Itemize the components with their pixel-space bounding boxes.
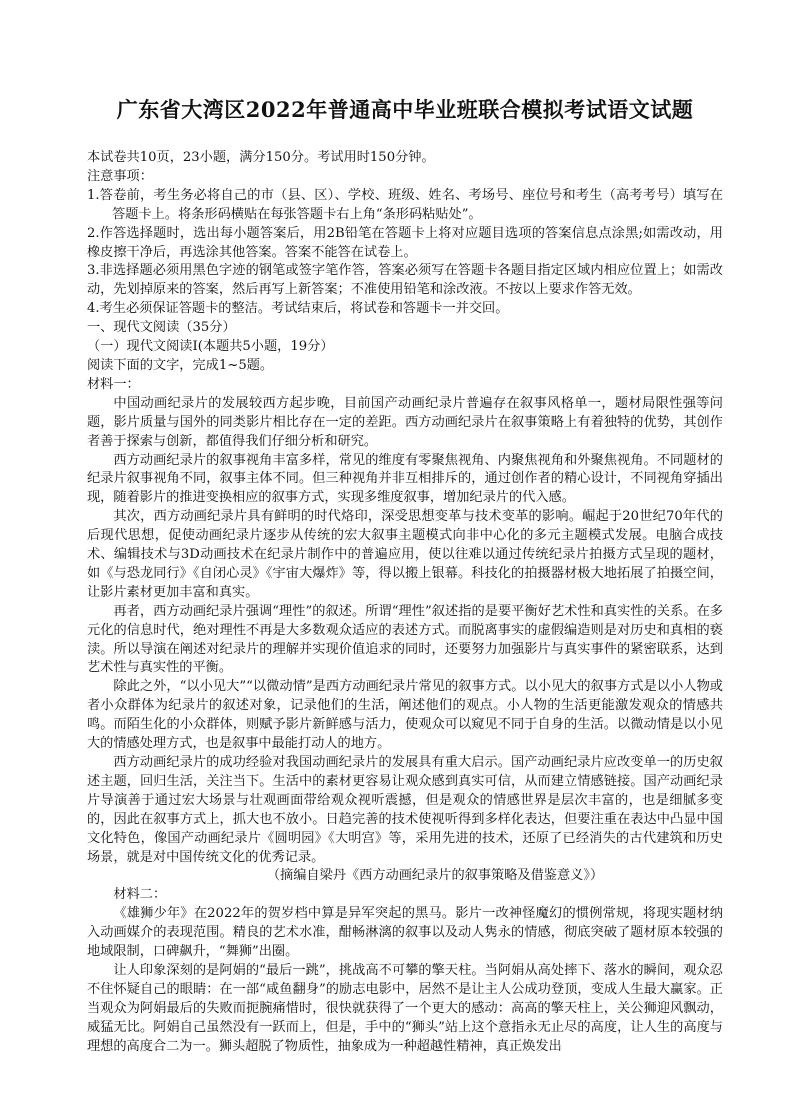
- notice-item: 2.作答选择题时，选出每小题答案后，用2B铅笔在答题卡上将对应题目选项的答案信息点涂黑;如需改动，用橡皮擦干净后，再选涂其他答案。答案不能答在试卷上。: [87, 225, 723, 260]
- notice-item: 3.非选择题必须用黑色字迹的钢笔或签字笔作答，答案必须写在答题卡各题目指定区域内相应位置上；如需改动，先划掉原来的答案，然后再写上新答案；不准使用铅笔和涂改液。不按以上要求作答无效。: [87, 263, 723, 298]
- reading-instruction: 阅读下面的文字，完成1~5题。: [87, 357, 274, 373]
- material-paragraph: 西方动画纪录片的叙事视角丰富多样，常见的维度有零聚焦视角、内聚焦视角和外聚焦视角。不同题材的纪录片叙事视角不同，叙事主体不同。但三种视角并非互相排斥的，通过创作者的精心设计，不同视角穿插出现，随着影片的推进变换相应的叙事方式，实现多维度叙事，增加纪录片的代入感。: [87, 452, 723, 506]
- material-paragraph: 让人印象深刻的是阿娟的“最后一跳”，挑战高不可攀的擎天柱。当阿娟从高处摔下、落水的瞬间，观众忍不住怀疑自己的眼睛：在一部“咸鱼翻身”的励志电影中，居然不是让主人公成功登顶，变成人生最大赢家。正当观众为阿娟最后的失败而扼腕痛惜时，很快就获得了一个更大的感动：高高的擎天柱上，关公狮迎风飘动，威猛无比。阿娟自己虽然没有一跃而上，但是，手中的“狮头”站上这个意指永无止尽的高度，让人生的高度与理想的高度合二为一。狮头超脱了物质性，抽象成为一种超越性精神，真正焕发出: [87, 962, 723, 1054]
- material-source: （摘编自梁丹《西方动画纪录片的叙事策略及借鉴意义》）: [266, 868, 604, 884]
- material-label: 材料二：: [113, 887, 167, 903]
- section-heading: 一、现代文阅读（35分）: [87, 320, 236, 336]
- exam-intro: 本试卷共10页，23小题，满分150分。考试用时150分钟。: [87, 150, 435, 165]
- notice-heading: 注意事项：: [87, 168, 153, 184]
- material-paragraph: 除此之外，“以小见大”“以微动情”是西方动画纪录片常见的叙事方式。以小见大的叙事方式是以小人物或者小众群体为纪录片的叙述对象，记录他们的生活，阐述他们的观点。小人物的生活更能激发观众的情感共鸣。而陌生化的小众群体，则赋予影片新鲜感与活力，使观众可以窥见不同于自身的生活。以微动情是以小见大的情感处理方式，也是叙事中最能打动人的地方。: [87, 679, 723, 752]
- material-paragraph: 再者，西方动画纪录片强调“理性”的叙述。所谓“理性”叙述指的是要平衡好艺术性和真实性的关系。在多元化的信息时代，绝对理性不再是大多数观众适应的表述方式。而脱离事实的虚假编造则是对历史和真相的亵渎。所以导演在阐述对纪录片的理解并实现价值追求的同时，还要努力加强影片与真实事件的紧密联系，达到艺术性与真实性的平衡。: [87, 603, 723, 676]
- notice-item: 4.考生必须保证答题卡的整洁。考试结束后，将试卷和答题卡一并交回。: [87, 301, 509, 317]
- material-paragraph: 西方动画纪录片的成功经验对我国动画纪录片的发展具有重大启示。国产动画纪录片应改变单一的历史叙述主题，回归生活，关注当下。生活中的素材更容易让观众感到真实可信，从而建立情感链接。国产动画纪录片导演善于通过宏大场景与壮观画面带给观众视听震撼，但是观众的情感世界是层次丰富的，也是细腻多变的，因此在叙事方式上，抓大也不放小。日趋完善的技术使视听得到多样化表达，但要注重在表达中凸显中国文化特色，像国产动画纪录片《圆明园》《大明宫》等，采用先进的技术，还原了已经消失的古代建筑和历史场景，就是对中国传统文化的优秀记录。: [87, 755, 723, 865]
- subsection-heading: （一）现代文阅读Ⅰ(本题共5小题，19分）: [87, 339, 334, 355]
- material-label: 材料一：: [87, 376, 140, 392]
- material-paragraph: 其次，西方动画纪录片具有鲜明的时代烙印，深受思想变革与技术变革的影响。崛起于20世纪70年代的后现代思想，促使动画纪录片逐步从传统的宏大叙事主题模式向非中心化的多元主题模式发展。电脑合成技术、编辑技术与3D动画技术在纪录片制作中的普遍应用，使以往难以通过传统纪录片拍摄方式呈现的题材，如《与恐龙同行》《自闭心灵》《宇宙大爆炸》等，得以搬上银幕。科技化的拍摄器材极大地拓展了拍摄空间，让影片素材更加丰富和真实。: [87, 509, 723, 600]
- material-paragraph: 《雄狮少年》在2022年的贺岁档中算是异军突起的黑马。影片一改神怪魔幻的惯例常规，将现实题材纳入动画媒介的表现范围。精良的艺术水准，酣畅淋漓的叙事以及动人隽永的情感，彻底突破了题材原本较强的地域限制，口碑飙升，“舞狮”出圈。: [87, 906, 723, 960]
- material-paragraph: 中国动画纪录片的发展较西方起步晚，目前国产动画纪录片普遍存在叙事风格单一，题材局限性强等问题，影片质量与国外的同类影片相比存在一定的差距。西方动画纪录片在叙事策略上有着独特的优势，其创作者善于探索与创新，都值得我们仔细分析和研究。: [87, 395, 723, 449]
- page-title: 广东省大湾区2022年普通高中毕业班联合模拟考试语文试题: [116, 97, 694, 122]
- exam-page: [87, 96, 723, 1057]
- notice-item: 1.答卷前，考生务必将自己的市（县、区）、学校、班级、姓名、考场号、座位号和考生（高考考号）填写在答题卡上。将条形码横贴在每张答题卡右上角“条形码粘贴处”。: [87, 187, 723, 222]
